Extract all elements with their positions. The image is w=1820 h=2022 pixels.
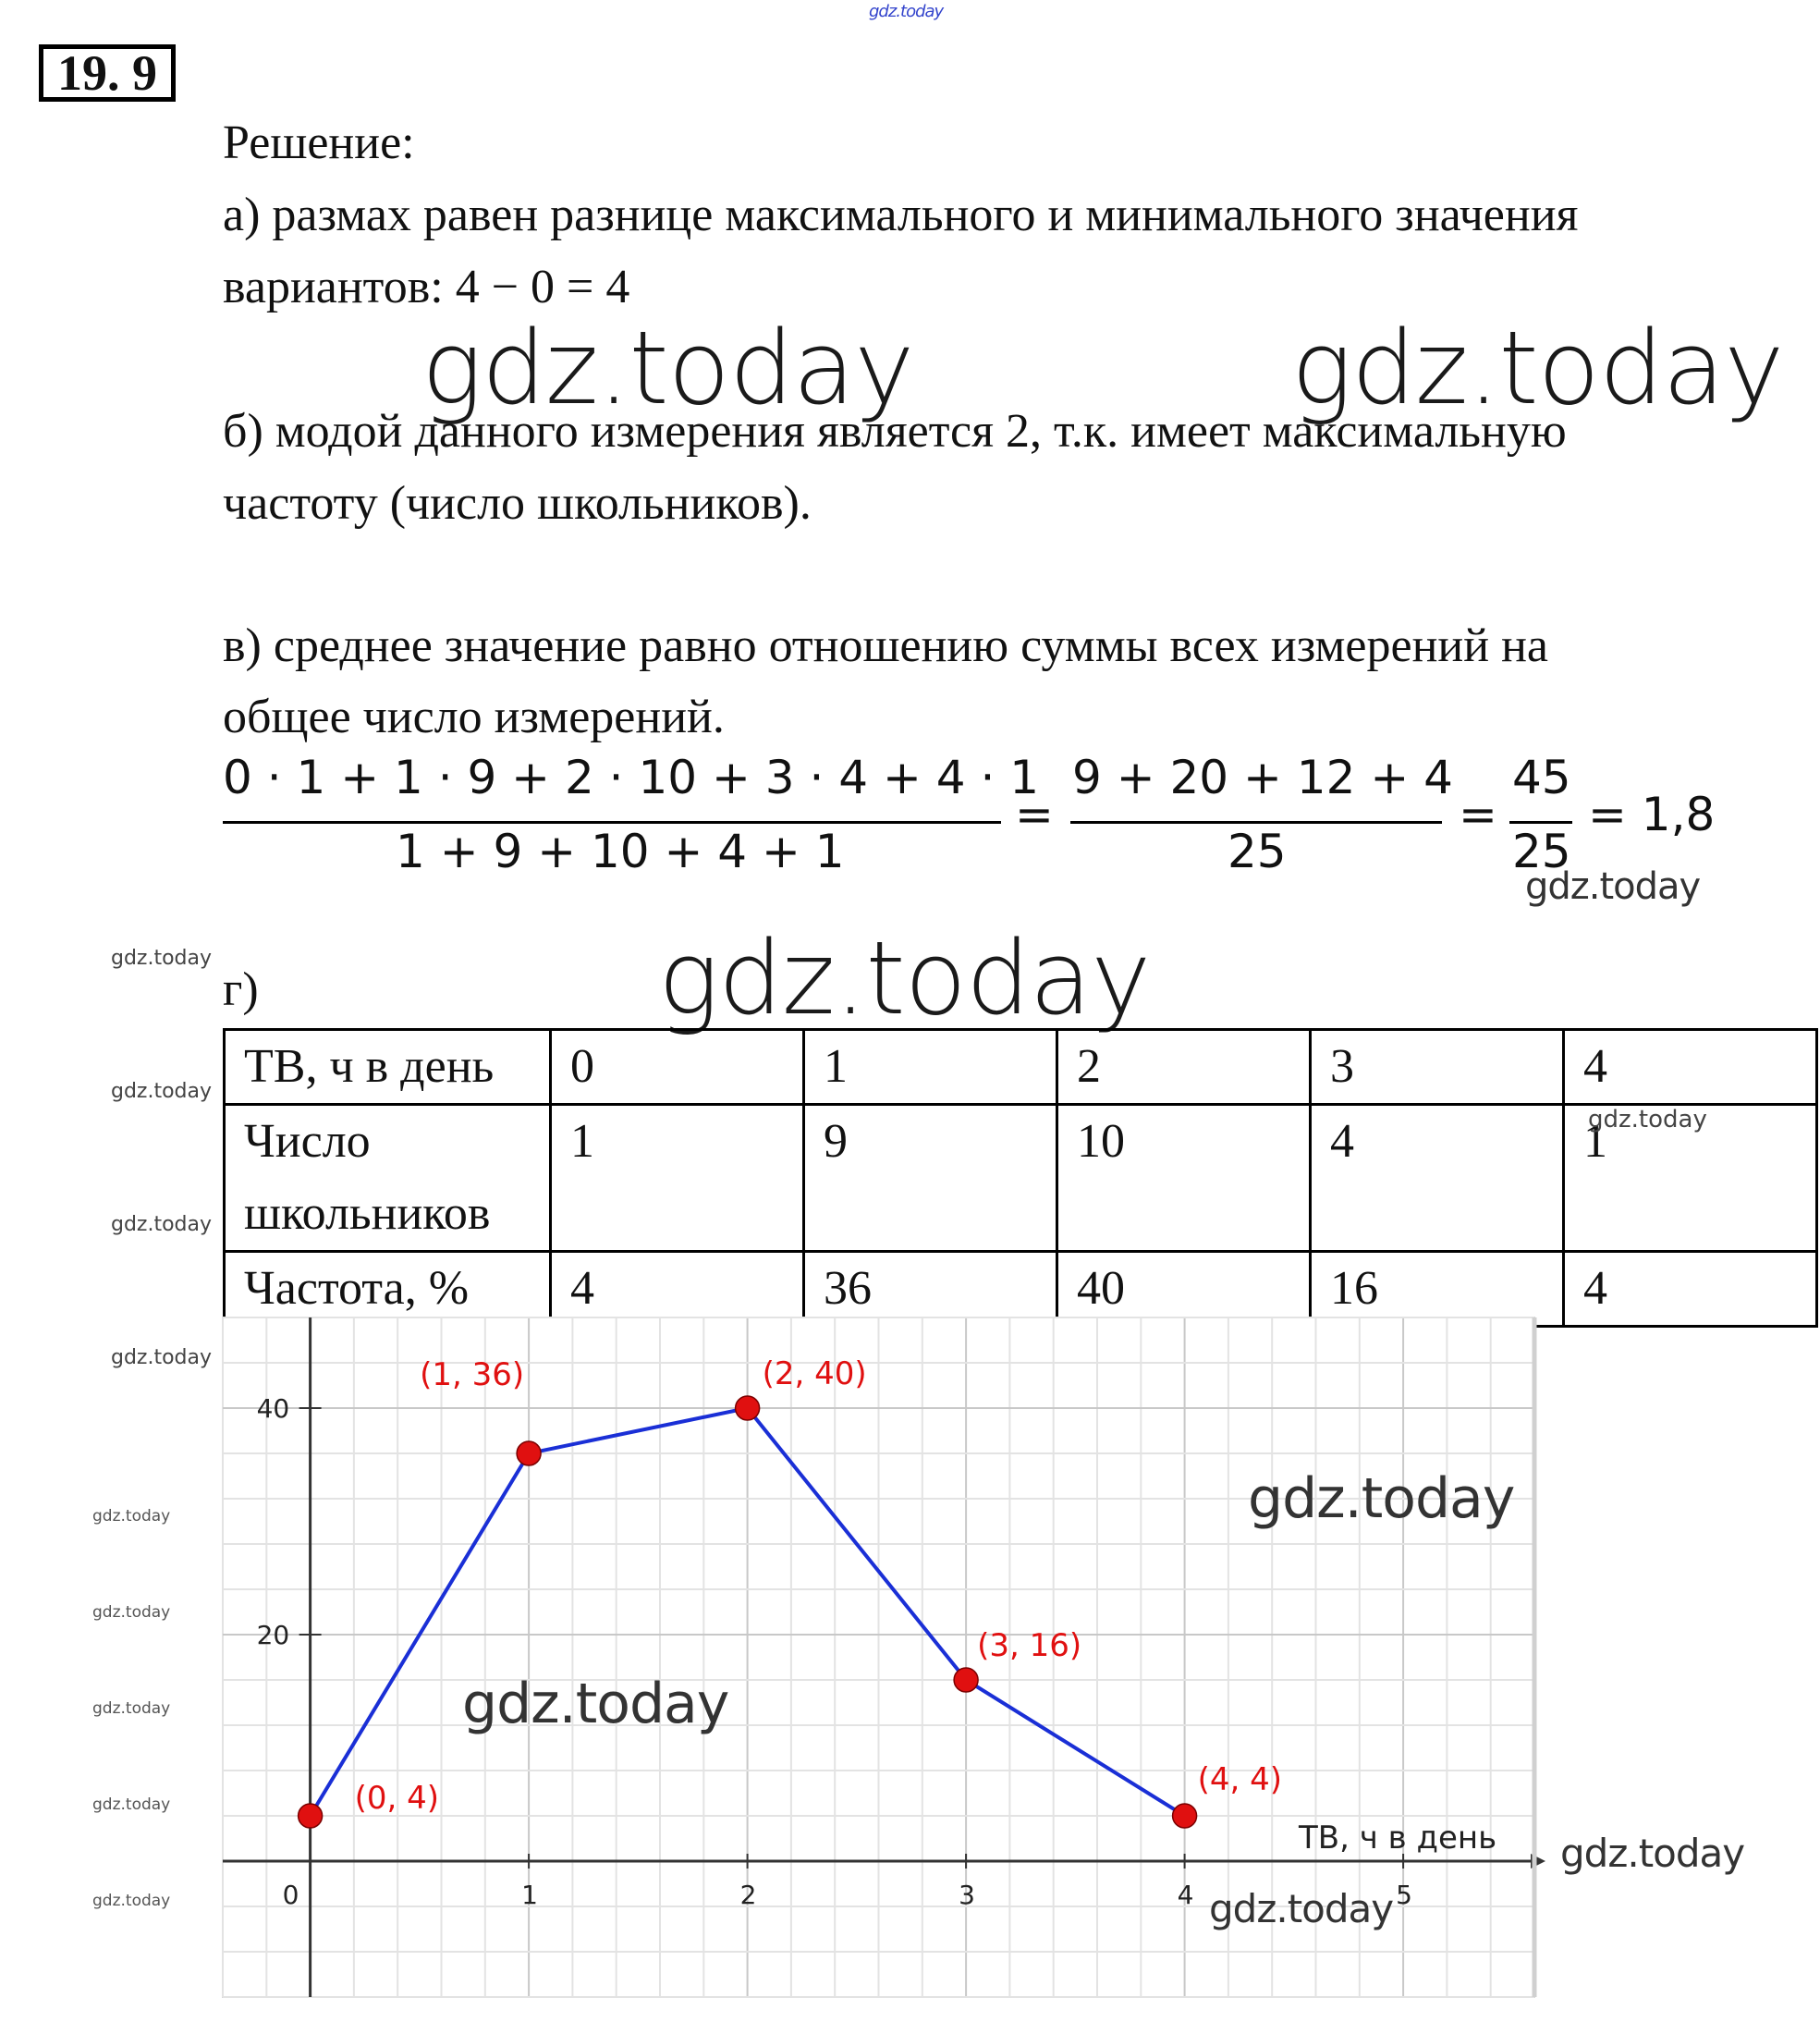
x-tick-label: 1 <box>521 1880 538 1910</box>
data-point <box>517 1441 541 1465</box>
data-point <box>299 1804 323 1828</box>
x-axis-label: ТВ, ч в день <box>1299 1820 1497 1857</box>
watermark: gdz.today <box>111 947 213 970</box>
table-cell: 10 <box>1057 1105 1311 1252</box>
watermark: gdz.today <box>462 1672 729 1736</box>
point-label: (4, 4) <box>1197 1761 1283 1798</box>
equals-sign-2: = <box>1459 788 1497 841</box>
part-v-line-1: в) среднее значение равно отношению суммы всех измерений на <box>223 619 1548 672</box>
table-cell: 40 <box>1057 1252 1311 1327</box>
watermark: gdz.today <box>92 1892 171 1910</box>
table-cell: 4 <box>1311 1105 1564 1252</box>
row-header-hours: ТВ, ч в день <box>225 1030 551 1105</box>
y-tick-label: 20 <box>256 1620 290 1650</box>
formula-denominator-1: 1 + 9 + 10 + 4 + 1 <box>396 825 845 878</box>
watermark: gdz.today <box>92 1795 171 1814</box>
watermark: gdz.today <box>92 1699 171 1718</box>
table-cell: 1 <box>804 1030 1057 1105</box>
formula-result: = 1,8 <box>1588 788 1716 841</box>
x-tick-label: 5 <box>1396 1880 1412 1910</box>
watermark: gdz.today <box>92 1507 171 1526</box>
data-point <box>1173 1804 1197 1828</box>
watermark: gdz.today <box>658 919 1151 1037</box>
y-tick-label: 40 <box>256 1393 290 1424</box>
watermark: gdz.today <box>1525 865 1701 908</box>
part-a-line-2: вариантов: 4 − 0 = 4 <box>223 261 630 313</box>
row-header-freq: Частота, % <box>225 1252 551 1327</box>
table-cell: 4 <box>551 1252 804 1327</box>
x-tick-label: 4 <box>1177 1880 1194 1910</box>
x-tick-label: 3 <box>959 1880 975 1910</box>
header-watermark: gdz.today <box>869 2 944 21</box>
watermark: gdz.today <box>1291 309 1784 427</box>
formula-denominator-3: 25 <box>1512 825 1571 878</box>
table-cell: 16 <box>1311 1252 1564 1327</box>
table-cell: 0 <box>551 1030 804 1105</box>
watermark: gdz.today <box>111 1080 213 1103</box>
solution-title: Решение: <box>223 116 415 169</box>
watermark: gdz.today <box>111 1346 213 1369</box>
part-b-line-2: частоту (число школьников). <box>223 477 812 530</box>
part-v-line-2: общее число измерений. <box>223 691 725 743</box>
formula-numerator-2: 9 + 20 + 12 + 4 <box>1072 751 1453 804</box>
watermark: gdz.today <box>1248 1466 1515 1531</box>
x-tick-label: 2 <box>739 1880 757 1910</box>
data-point <box>736 1396 760 1420</box>
point-label: (3, 16) <box>977 1627 1082 1664</box>
equals-sign-1: = <box>1015 788 1054 841</box>
row-header-count-line-1: Число <box>244 1115 371 1168</box>
watermark: gdz.today <box>92 1603 171 1622</box>
point-label: (1, 36) <box>420 1356 525 1393</box>
table-cell: 4 <box>1564 1252 1817 1327</box>
watermark: gdz.today <box>1560 1831 1745 1876</box>
table-cell: 3 <box>1311 1030 1564 1105</box>
table-cell: 2 <box>1057 1030 1311 1105</box>
watermark: gdz.today <box>1209 1886 1394 1931</box>
part-a-line-1: а) размах равен разнице максимального и минимального значения <box>223 189 1579 241</box>
formula-numerator-3: 45 <box>1512 751 1571 804</box>
formula-denominator-2: 25 <box>1228 825 1287 878</box>
part-b-line-1: б) модой данного измерения является 2, т.к. имеет максимальную <box>223 405 1567 458</box>
table-cell: 36 <box>804 1252 1057 1327</box>
point-label: (2, 40) <box>762 1355 867 1392</box>
watermark: gdz.today <box>1588 1106 1707 1134</box>
watermark: gdz.today <box>111 1213 213 1236</box>
problem-number: 19. 9 <box>39 44 176 102</box>
table-cell: 1 <box>1564 1105 1817 1252</box>
data-point <box>954 1668 978 1692</box>
point-label: (0, 4) <box>354 1780 440 1817</box>
part-g-label: г) <box>223 963 259 1016</box>
table-cell: 9 <box>804 1105 1057 1252</box>
watermark: gdz.today <box>421 309 914 427</box>
x-tick-label: 0 <box>282 1880 299 1910</box>
row-header-count-line-2: школьников <box>244 1187 491 1240</box>
formula-numerator-1: 0 · 1 + 1 · 9 + 2 · 10 + 3 · 4 + 4 · 1 <box>223 751 1040 804</box>
table-cell: 1 <box>551 1105 804 1252</box>
table-cell: 4 <box>1564 1030 1817 1105</box>
